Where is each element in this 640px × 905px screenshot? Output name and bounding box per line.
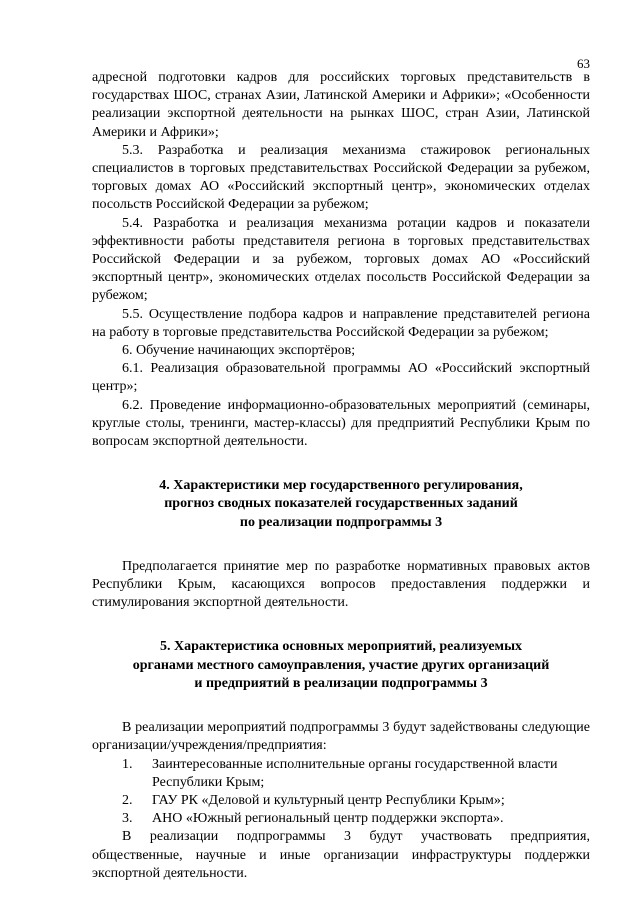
section-5-heading-line-2: органами местного самоуправления, участие других организаций [132, 657, 550, 673]
list-item-number: 1. [122, 756, 133, 772]
list-item-text: Заинтересованные исполнительные органы государственной власти Республики Крым; [152, 756, 558, 790]
section-4-heading [92, 477, 590, 532]
paragraph-5-4: 5.4. Разработка и реализация механизма ротации кадров и показатели эффективности работы представителя региона в торговых представительствах Российской Федерации и за рубежом, торговых домах АО «Российский экспортный центр», экономических отделах посольств Российской Федерации за рубежом; [92, 215, 590, 304]
section-4-text: Предполагается принятие мер по разработке нормативных правовых актов Республики Крым, касающихся вопросов предоставления поддержки и стимулирования экспортной деятельности. [92, 558, 590, 611]
section-5-heading-line-1: 5. Характеристика основных мероприятий, реализуемых [159, 639, 523, 655]
page-number: 63 [577, 56, 590, 71]
list-item-text: ГАУ РК «Деловой и культурный центр Республики Крым»; [152, 792, 505, 808]
list-item [92, 756, 590, 792]
section-4-heading-line-1: 4. Характеристики мер государственного регулирования, [159, 478, 523, 494]
paragraph-5-3: 5.3. Разработка и реализация механизма стажировок региональных специалистов в торговых представительствах Российской Федерации за рубежом, торговых домах АО «Российский экспортный центр», экономических отделах посольств Российской Федерации за рубежом; [92, 142, 590, 213]
section-5-heading [92, 638, 590, 693]
section-5-intro: В реализации мероприятий подпрограммы 3 будут задействованы следующие организации/учреждения/предприятия: [92, 720, 590, 754]
paragraph-6-2: 6.2. Проведение информационно-образовательных мероприятий (семинары, круглые столы, тренинги, мастер-классы) для предприятий Республики Крым по вопросам экспортной деятельности. [92, 397, 590, 450]
paragraph-continuation: адресной подготовки кадров для российских торговых представительств в государствах ШОС, странах Азии, Латинской Америки и Африки»; «Особенности реализации экспортной деятельности на рынках ШОС, стран Азии, Латинской Америки и Африки»; [92, 70, 590, 140]
section-5-heading-line-3: и предприятий в реализации подпрограммы 3 [194, 675, 488, 691]
paragraph-6: 6. Обучение начинающих экспортёров; [122, 343, 356, 359]
list-item-number: 3. [122, 811, 133, 827]
paragraph-5-5: 5.5. Осуществление подбора кадров и направление представителей региона на работу в торговые представительства Российской Федерации за рубежом; [92, 306, 590, 340]
section-4-heading-line-3: по реализации подпрограммы 3 [239, 514, 443, 530]
list-item-number: 2. [122, 792, 133, 808]
paragraph-6-1: 6.1. Реализация образовательной программы АО «Российский экспортный центр»; [92, 361, 590, 395]
list-item-text: АНО «Южный региональный центр поддержки экспорта». [152, 811, 504, 827]
organizations-list [92, 756, 590, 829]
list-item [92, 810, 590, 828]
section-4-heading-line-2: прогноз сводных показателей государственных заданий [164, 496, 518, 512]
document-body [92, 69, 590, 883]
list-item [92, 792, 590, 810]
section-5-closing: В реализации подпрограммы 3 будут участвовать предприятия, общественные, научные и иные организации инфраструктуры поддержки экспортной деятельности. [92, 829, 590, 881]
